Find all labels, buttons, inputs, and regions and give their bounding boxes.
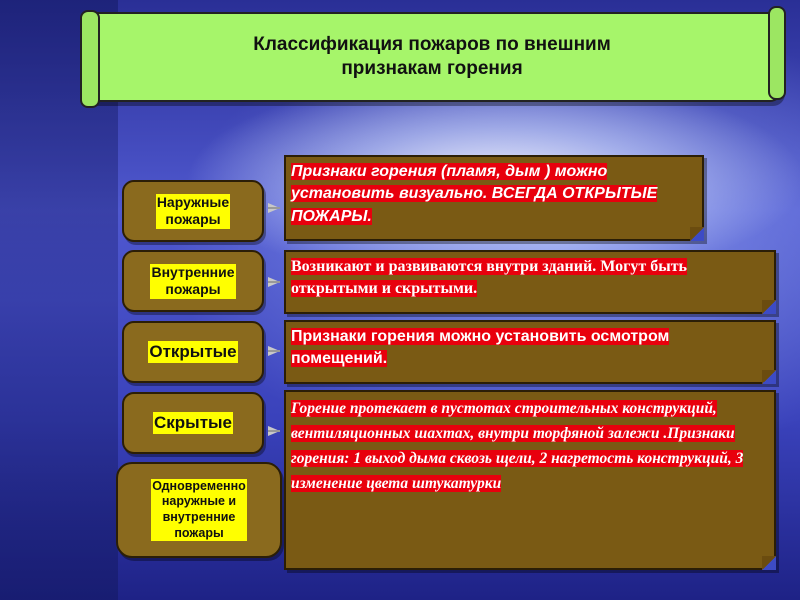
category-open-label: Открытые bbox=[149, 342, 237, 362]
description-indoor-text: Возникают и развиваются внутри зданий. Могут быть открытыми и скрытыми. bbox=[291, 258, 688, 298]
arrow-icon bbox=[268, 346, 280, 356]
description-open bbox=[284, 320, 776, 384]
arrow-icon bbox=[268, 277, 280, 287]
page-fold-icon bbox=[762, 370, 776, 384]
category-indoor[interactable] bbox=[122, 250, 264, 312]
category-open[interactable] bbox=[122, 321, 264, 383]
page-fold-icon bbox=[762, 556, 776, 570]
page-fold-icon bbox=[762, 300, 776, 314]
page-fold-icon bbox=[690, 227, 704, 241]
arrow-icon bbox=[268, 203, 280, 213]
description-open-text: Признаки горения можно установить осмотром помещений. bbox=[291, 328, 670, 368]
category-combined[interactable] bbox=[116, 462, 282, 558]
category-combined-label: Одновременно наружные и внутренние пожары bbox=[152, 478, 246, 540]
category-hidden-label: Скрытые bbox=[154, 413, 232, 433]
description-hidden-text: Горение протекает в пустотах строительных конструкций, вентиляционных шахтах, внутри торфяной залежи .Признаки горения: 1 выход дыма сквозь щели, 2 нагретость конструкций, 3 изменение цвета штукатурки bbox=[291, 400, 744, 493]
arrow-icon bbox=[268, 426, 280, 436]
description-indoor bbox=[284, 250, 776, 314]
description-outdoor-text: Признаки горения (пламя, дым ) можно установить визуально. ВСЕГДА ОТКРЫТЫЕ ПОЖАРЫ. bbox=[291, 163, 658, 225]
category-outdoor-label: Наружные пожары bbox=[156, 193, 230, 227]
category-hidden[interactable] bbox=[122, 392, 264, 454]
title-banner bbox=[82, 12, 782, 102]
description-hidden bbox=[284, 390, 776, 570]
description-outdoor bbox=[284, 155, 704, 241]
page-title: Классификация пожаров по внешним признакам горения bbox=[253, 34, 611, 79]
category-indoor-label: Внутренние пожары bbox=[151, 263, 235, 297]
category-outdoor[interactable] bbox=[122, 180, 264, 242]
